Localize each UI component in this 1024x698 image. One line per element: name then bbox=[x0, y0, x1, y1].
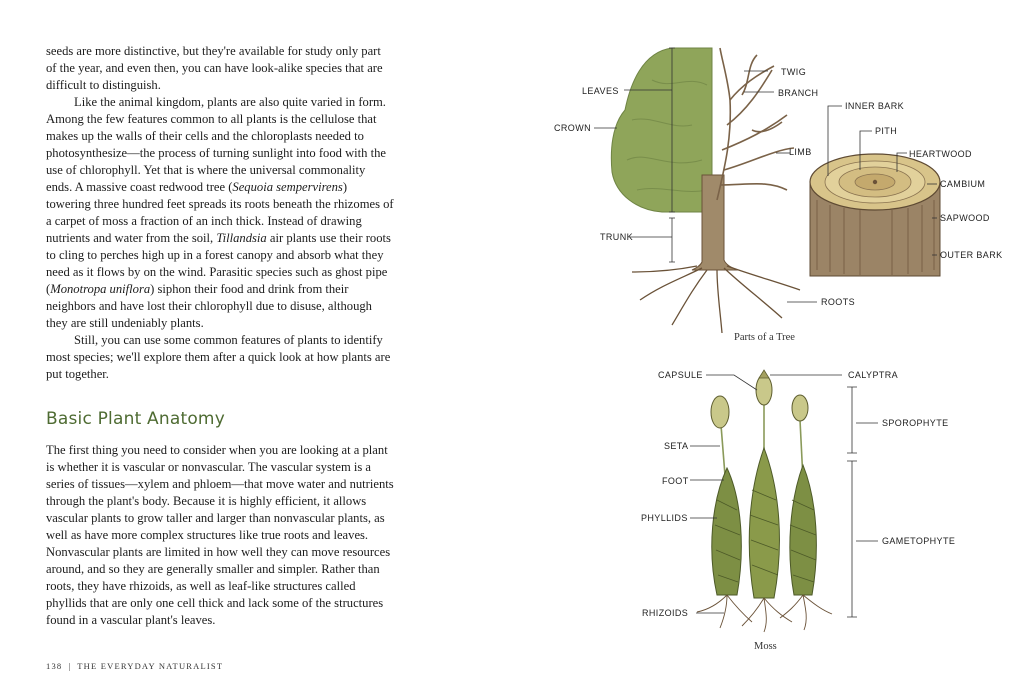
label-gametophyte: GAMETOPHYTE bbox=[882, 536, 956, 546]
stump-illustration bbox=[810, 154, 940, 276]
paragraph-2-part-a: Like the animal kingdom, plants are also quite varied in form. Among the few features common to all plants is the cellulose that makes up the walls of their cells and the chloroplasts needed to photosynthesize—the process of turning sunlight into food with the use of chlorophyll. Yet that is where the universal commonality ends. A massive coast redwood tree ( bbox=[46, 95, 386, 194]
book-title: THE EVERYDAY NATURALIST bbox=[77, 661, 224, 671]
label-cambium: CAMBIUM bbox=[940, 179, 986, 189]
label-leaves: LEAVES bbox=[582, 86, 619, 96]
paragraph-3: Still, you can use some common features of plants to identify most species; we'll explore them after a quick look at how plants are put together. bbox=[46, 333, 391, 381]
moss-calyptra bbox=[759, 370, 769, 378]
page-number: 138 bbox=[46, 661, 63, 671]
species-monotropa: Monotropa uniflora bbox=[50, 282, 151, 296]
species-tillandsia: Tillandsia bbox=[216, 231, 267, 245]
paragraph-1: seeds are more distinctive, but they're available for study only part of the year, and even then, you can have look-alike species that are difficult to distinguish. bbox=[46, 44, 383, 92]
crown-foliage bbox=[611, 48, 712, 212]
label-limb: LIMB bbox=[789, 147, 812, 157]
label-sapwood: SAPWOOD bbox=[940, 213, 990, 223]
label-pith: PITH bbox=[875, 126, 898, 136]
label-twig: TWIG bbox=[781, 67, 807, 77]
paragraph-2-part-d: ) siphon their food and drink from their neighbors and have lost their chlorophyll due to disuse, although they are still undeniably plants. bbox=[46, 282, 372, 330]
moss-capsule-3 bbox=[792, 395, 808, 421]
moss-gametophytes bbox=[712, 448, 817, 598]
tree-roots bbox=[632, 266, 800, 333]
moss-capsule-2 bbox=[756, 375, 772, 405]
tree-caption: Parts of a Tree bbox=[734, 332, 795, 343]
label-sporophyte: SPOROPHYTE bbox=[882, 418, 949, 428]
moss-caption: Moss bbox=[754, 641, 777, 652]
label-seta: SETA bbox=[664, 441, 689, 451]
body-text-bottom bbox=[46, 442, 394, 629]
section-heading: Basic Plant Anatomy bbox=[46, 409, 225, 429]
paragraph-2-part-b: ) towering three hundred feet spreads its roots beneath the rhizomes of a carpet of moss a fraction of an inch thick. Instead of drawing nutrients and water from the soil, bbox=[46, 180, 394, 245]
label-phyllids: PHYLLIDS bbox=[641, 513, 688, 523]
label-foot: FOOT bbox=[662, 476, 689, 486]
paragraph-4: The first thing you need to consider when you are looking at a plant is whether it is vascular or nonvascular. The vascular system is a series of tissues—xylem and phloem—that move water and nutrients through the plant's body. Because it is highly efficient, it allows vascular plants to grow taller and larger than nonvascular plants, as well as have more complex structures like true roots and leaves. Nonvascular plants are limited in how well they can move resources around, and so they are generally smaller and simpler. Rather than roots, they have rhizoids, as well as leaf-like structures called phyllids that are only one cell thick and lack some of the structures found in a vascular plant's leaves. bbox=[46, 443, 394, 627]
label-trunk: TRUNK bbox=[600, 232, 633, 242]
label-heartwood: HEARTWOOD bbox=[909, 149, 972, 159]
label-inner-bark: INNER BARK bbox=[845, 101, 905, 111]
paragraph-2 bbox=[46, 94, 394, 332]
label-branch: BRANCH bbox=[778, 88, 819, 98]
footer-separator: | bbox=[68, 661, 72, 671]
label-capsule: CAPSULE bbox=[658, 370, 703, 380]
right-page bbox=[512, 0, 1024, 698]
label-crown: CROWN bbox=[554, 123, 591, 133]
moss-rhizoids bbox=[697, 595, 832, 632]
tree-diagram bbox=[512, 0, 1024, 340]
moss-diagram bbox=[512, 360, 1024, 650]
label-roots: ROOTS bbox=[821, 297, 856, 307]
label-outer-bark: OUTER BARK bbox=[940, 250, 1003, 260]
label-calyptra: CALYPTRA bbox=[848, 370, 899, 380]
moss-capsule-1 bbox=[711, 396, 729, 428]
paragraph-2-part-c: air plants use their roots to cling to perches high up in a forest canopy and absorb what they need as it flows by on the wind. Parasitic species such as ghost pipe ( bbox=[46, 231, 391, 296]
label-rhizoids: RHIZOIDS bbox=[642, 608, 689, 618]
species-sequoia: Sequoia sempervirens bbox=[232, 180, 343, 194]
body-text-top bbox=[46, 43, 394, 383]
page-footer bbox=[46, 661, 223, 671]
